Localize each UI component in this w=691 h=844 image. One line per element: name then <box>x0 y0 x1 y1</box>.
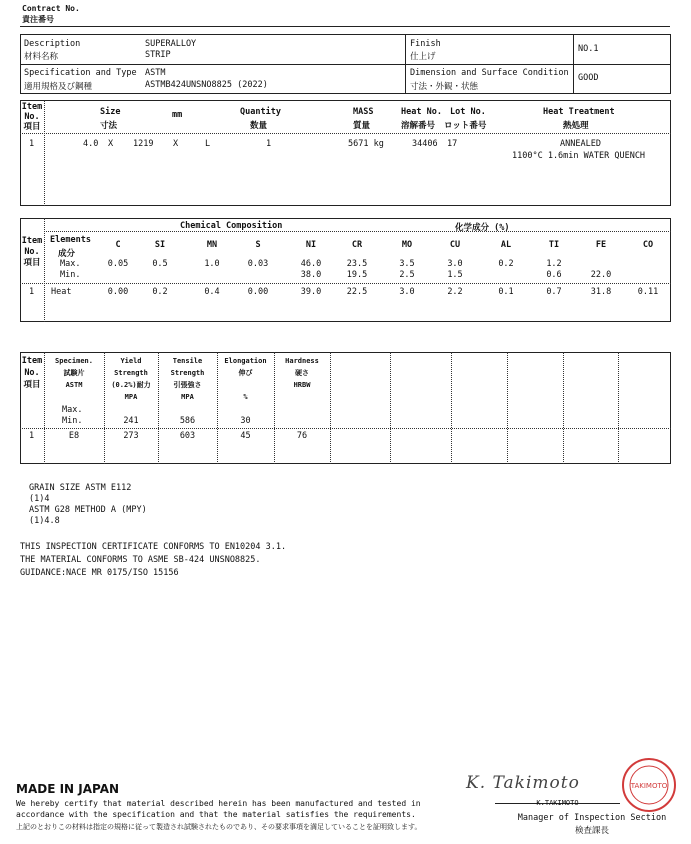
element-header: TI <box>548 240 560 250</box>
note-astm-2: (1)4.8 <box>29 516 60 526</box>
manager-label-jp: 検査課長 <box>574 826 609 836</box>
certify-line-1: We hereby certify that material described herein has been manufactured and tested in <box>16 799 421 808</box>
size-header-jp: 寸法 <box>100 121 118 131</box>
chem-value-max: 0.2 <box>498 259 514 269</box>
note-grain-2: (1)4 <box>29 494 50 504</box>
chem-value-heat: 0.11 <box>637 287 659 297</box>
note-cert-3: GUIDANCE:NACE MR 0175/ISO 15156 <box>20 568 179 578</box>
chem-value-heat: 2.2 <box>447 287 463 297</box>
chem-value-max: 0.05 <box>107 259 129 269</box>
size-row-item: 1 <box>29 139 35 149</box>
element-header: CO <box>642 240 654 250</box>
size-row-thickness: 4.0 <box>83 139 99 149</box>
mech-row-specimen: E8 <box>68 431 80 441</box>
dimension-value: GOOD <box>578 73 599 83</box>
size-row-quantity: 1 <box>266 139 272 149</box>
note-grain-1: GRAIN SIZE ASTM E112 <box>29 483 132 493</box>
size-row-length: L <box>205 139 211 149</box>
element-header: NI <box>305 240 317 250</box>
spec-label-jp: 適用規格及び鋼種 <box>24 82 93 92</box>
chem-value-min: 19.5 <box>346 270 368 280</box>
chem-value-max: 1.2 <box>546 259 562 269</box>
mass-header-jp: 質量 <box>353 121 371 131</box>
chem-table-item-divider <box>44 218 45 322</box>
dimension-label: Dimension and Surface Condition <box>410 68 569 78</box>
mech-col-divider <box>507 352 508 464</box>
elongation-header: Elongation 伸び % <box>224 357 267 401</box>
description-value-1: SUPERALLOY <box>145 39 197 49</box>
size-row-ht-2: 1100°C 1.6min WATER QUENCH <box>512 151 646 161</box>
heat-no-header-jp: 溶解番号 <box>401 121 436 131</box>
chem-row-item: 1 <box>29 287 35 297</box>
chem-value-heat: 31.8 <box>590 287 612 297</box>
size-row-x2: X <box>173 139 179 149</box>
heat-treatment-header-jp: 熱処理 <box>563 121 589 131</box>
contract-label-jp: 責注番号 <box>22 15 54 24</box>
heat-treatment-header: Heat Treatment <box>543 107 615 117</box>
note-cert-1: THIS INSPECTION CERTIFICATE CONFORMS TO EN10204 3.1. <box>20 542 287 552</box>
chem-title: Chemical Composition <box>180 221 283 231</box>
chem-title-jp: 化学成分 (%) <box>455 223 510 233</box>
element-header: MO <box>401 240 413 250</box>
size-row-mass: 5671 kg <box>348 139 384 149</box>
element-header: CR <box>351 240 363 250</box>
quantity-header: Quantity <box>240 107 281 117</box>
chem-table-title-divider <box>44 231 671 232</box>
yield-min: 241 <box>123 416 139 426</box>
header-col-divider-2 <box>573 34 574 94</box>
heat-no-header: Heat No. <box>401 107 442 117</box>
chem-value-min: 0.6 <box>546 270 562 280</box>
chem-table-header-divider <box>20 283 671 284</box>
description-value-2: STRIP <box>145 50 171 60</box>
size-row-width: 1219 <box>133 139 154 149</box>
yield-header: Yield Strength (0.2%)耐力 MPA <box>111 357 151 401</box>
size-item-header: Item No. 項目 <box>21 102 43 132</box>
size-row-ht-1: ANNEALED <box>560 139 601 149</box>
note-cert-2: THE MATERIAL CONFORMS TO ASME SB-424 UNSNO8825. <box>20 555 261 565</box>
size-row-x1: X <box>108 139 114 149</box>
mech-table-header-divider <box>20 428 671 429</box>
size-row-heat-no: 34406 <box>412 139 438 149</box>
mech-col-divider <box>451 352 452 464</box>
elements-label-jp: 成分 <box>58 249 76 259</box>
finish-label-jp: 仕上げ <box>410 52 436 62</box>
finish-value: NO.1 <box>578 44 599 54</box>
mech-max-label: Max. <box>62 405 83 415</box>
chem-value-max: 0.03 <box>247 259 269 269</box>
size-table-header-divider <box>20 133 671 134</box>
chem-value-max: 3.5 <box>399 259 415 269</box>
quantity-header-jp: 数量 <box>250 121 268 131</box>
description-label: Description <box>24 39 81 49</box>
chem-value-max: 0.5 <box>152 259 168 269</box>
mech-item-header: Item No. 項目 <box>21 356 43 390</box>
description-label-jp: 材料名称 <box>24 52 59 62</box>
header-col-divider <box>405 34 406 94</box>
size-header: Size <box>100 107 121 117</box>
certify-line-2: accordance with the specification and that the material satisfies the requirements. <box>16 810 416 819</box>
spec-value-1: ASTM <box>145 68 166 78</box>
chem-value-max: 1.0 <box>204 259 220 269</box>
chem-value-min: 2.5 <box>399 270 415 280</box>
signer-name: K.TAKIMOTO <box>536 799 579 807</box>
seal-text: TAKIMOTO <box>630 782 668 790</box>
chem-value-min: 1.5 <box>447 270 463 280</box>
chem-value-heat: 0.00 <box>107 287 129 297</box>
chem-heat-label: Heat <box>51 287 72 297</box>
made-in-japan: MADE IN JAPAN <box>16 782 120 796</box>
element-header: SI <box>154 240 166 250</box>
chem-value-heat: 39.0 <box>300 287 322 297</box>
dimension-label-jp: 寸法・外観・状態 <box>410 82 479 92</box>
manager-label: Manager of Inspection Section <box>517 813 667 823</box>
contract-label: Contract No. <box>22 4 80 13</box>
certify-line-jp: 上記のとおりこの材料は指定の規格に従って製造され試験されたものであり、その要求事項を満足していることを証明致します。 <box>16 823 422 831</box>
chem-item-header: Item No. 項目 <box>21 236 43 268</box>
chem-value-heat: 3.0 <box>399 287 415 297</box>
chem-value-max: 46.0 <box>300 259 322 269</box>
mech-col-divider <box>390 352 391 464</box>
mech-row-elongation: 45 <box>240 431 251 441</box>
chem-value-heat: 0.1 <box>498 287 514 297</box>
elements-label: Elements <box>50 235 91 245</box>
mech-min-label: Min. <box>62 416 83 426</box>
chem-value-min: 38.0 <box>300 270 322 280</box>
element-header: MN <box>206 240 218 250</box>
size-table-item-divider <box>44 100 45 206</box>
chem-value-heat: 22.5 <box>346 287 368 297</box>
element-header: AL <box>500 240 512 250</box>
size-row-lot-no: 17 <box>447 139 458 149</box>
mech-row-item: 1 <box>29 431 35 441</box>
elongation-min: 30 <box>240 416 251 426</box>
contract-underline-right <box>350 26 670 27</box>
tensile-header: Tensile Strength 引張強さ MPA <box>170 357 205 401</box>
element-header: CU <box>449 240 461 250</box>
mech-col-divider <box>618 352 619 464</box>
chem-value-heat: 0.4 <box>204 287 220 297</box>
signature: K. Takimoto <box>466 773 580 793</box>
finish-label: Finish <box>410 39 441 49</box>
inspection-seal <box>621 757 677 813</box>
hardness-header: Hardness 硬さ HRBW <box>285 357 319 389</box>
mass-header: MASS <box>353 107 374 117</box>
mech-row-yield: 273 <box>123 431 139 441</box>
lot-no-header-jp: ロット番号 <box>444 121 487 131</box>
contract-underline <box>20 26 350 27</box>
chem-max-label: Max. <box>60 259 81 269</box>
mech-row-hardness: 76 <box>296 431 308 441</box>
chem-value-max: 3.0 <box>447 259 463 269</box>
chem-value-max: 23.5 <box>346 259 368 269</box>
mech-col-divider <box>563 352 564 464</box>
chem-value-heat: 0.7 <box>546 287 562 297</box>
lot-no-header: Lot No. <box>450 107 486 117</box>
mech-col-divider <box>330 352 331 464</box>
mech-row-tensile: 603 <box>179 431 196 441</box>
element-header: S <box>255 240 261 250</box>
element-header: FE <box>595 240 607 250</box>
mm-header: mm <box>172 110 183 120</box>
chem-value-heat: 0.00 <box>247 287 269 297</box>
spec-label: Specification and Type <box>24 68 137 78</box>
spec-value-2: ASTMB424UNSNO8825 (2022) <box>145 80 268 90</box>
element-header: C <box>115 240 121 250</box>
chem-value-min: 22.0 <box>590 270 612 280</box>
tensile-min: 586 <box>179 416 196 426</box>
chem-value-heat: 0.2 <box>152 287 168 297</box>
chem-min-label: Min. <box>60 270 81 280</box>
specimen-header: Specimen. 試験片 ASTM <box>55 357 93 389</box>
note-astm-1: ASTM G28 METHOD A (MPY) <box>29 505 147 515</box>
